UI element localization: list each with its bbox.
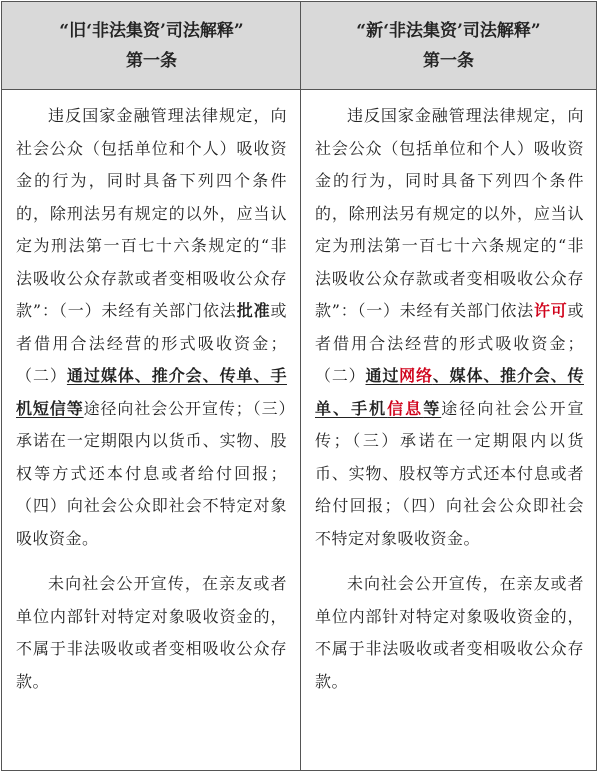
new-p1-text-a: 违反国家金融管理法律规定，向社会公众（包括单位和个人）吸收资金的行为，同时具备下列四个条件的，除刑法另有规定的以外，应当认定为刑法第一百七十六条规定的“非法吸收公众存款或者变相吸收公众存款”：（一）未经有关部门依法 xyxy=(315,106,584,320)
old-column-header xyxy=(2,2,301,90)
new-p1-red-license: 许可 xyxy=(533,301,568,320)
comparison-table xyxy=(1,1,597,771)
table-header xyxy=(2,2,596,90)
old-p1-bold-approval: 批准 xyxy=(236,301,271,320)
old-header-title: “旧‘非法集资’司法解释” xyxy=(59,21,244,41)
old-article-column xyxy=(2,90,301,770)
new-paragraph-1 xyxy=(315,100,584,555)
new-header-title: “新‘非法集资’司法解释” xyxy=(356,21,541,41)
new-header-article: 第一条 xyxy=(423,51,474,71)
old-paragraph-1 xyxy=(16,100,287,555)
old-p1-text-e: 途径向社会公开宣传；（三）承诺在一定期限内以货币、实物、股权等方式还本付息或者给付回报；（四）向社会公众即社会不特定对象吸收资金。 xyxy=(16,398,287,548)
new-p1-d3: 、媒体、推介会、传单、手机 xyxy=(315,366,584,418)
new-paragraph-2: 未向社会公开宣传，在亲友或者单位内部针对特定对象吸收资金的，不属于非法吸收或者变相吸收公众存款。 xyxy=(315,574,584,691)
new-p1-red-information: 信息 xyxy=(387,398,424,418)
new-article-column xyxy=(301,90,596,770)
new-p1-red-network: 网络 xyxy=(399,366,433,385)
old-p1-text-a: 违反国家金融管理法律规定，向社会公众（包括单位和个人）吸收资金的行为，同时具备下列四个条件的，除刑法另有规定的以外，应当认定为刑法第一百七十六条规定的“非法吸收公众存款或者变相吸收公众存款”：（一）未经有关部门依法 xyxy=(16,106,287,320)
old-p1-underlined-channels: 通过媒体、推介会、传单、手机短信等 xyxy=(16,366,287,418)
new-p1-text-e: 途径向社会公开宣传；（三）承诺在一定期限内以货币、实物、股权等方式还本付息或者给付回报；（四）向社会公众即社会不特定对象吸收资金。 xyxy=(315,398,584,548)
new-p1-d1: 通过 xyxy=(365,366,400,385)
old-p1-text-c: 或者借用合法经营的形式吸收资金；（二） xyxy=(16,301,287,385)
old-header-article: 第一条 xyxy=(126,51,177,71)
new-column-header xyxy=(301,2,596,90)
new-p1-d5: 等 xyxy=(423,398,442,418)
old-paragraph-2: 未向社会公开宣传，在亲友或者单位内部针对特定对象吸收资金的，不属于非法吸收或者变相吸收公众存款。 xyxy=(16,574,287,691)
new-p1-text-c: 或者借用合法经营的形式吸收资金；（二） xyxy=(315,301,584,385)
